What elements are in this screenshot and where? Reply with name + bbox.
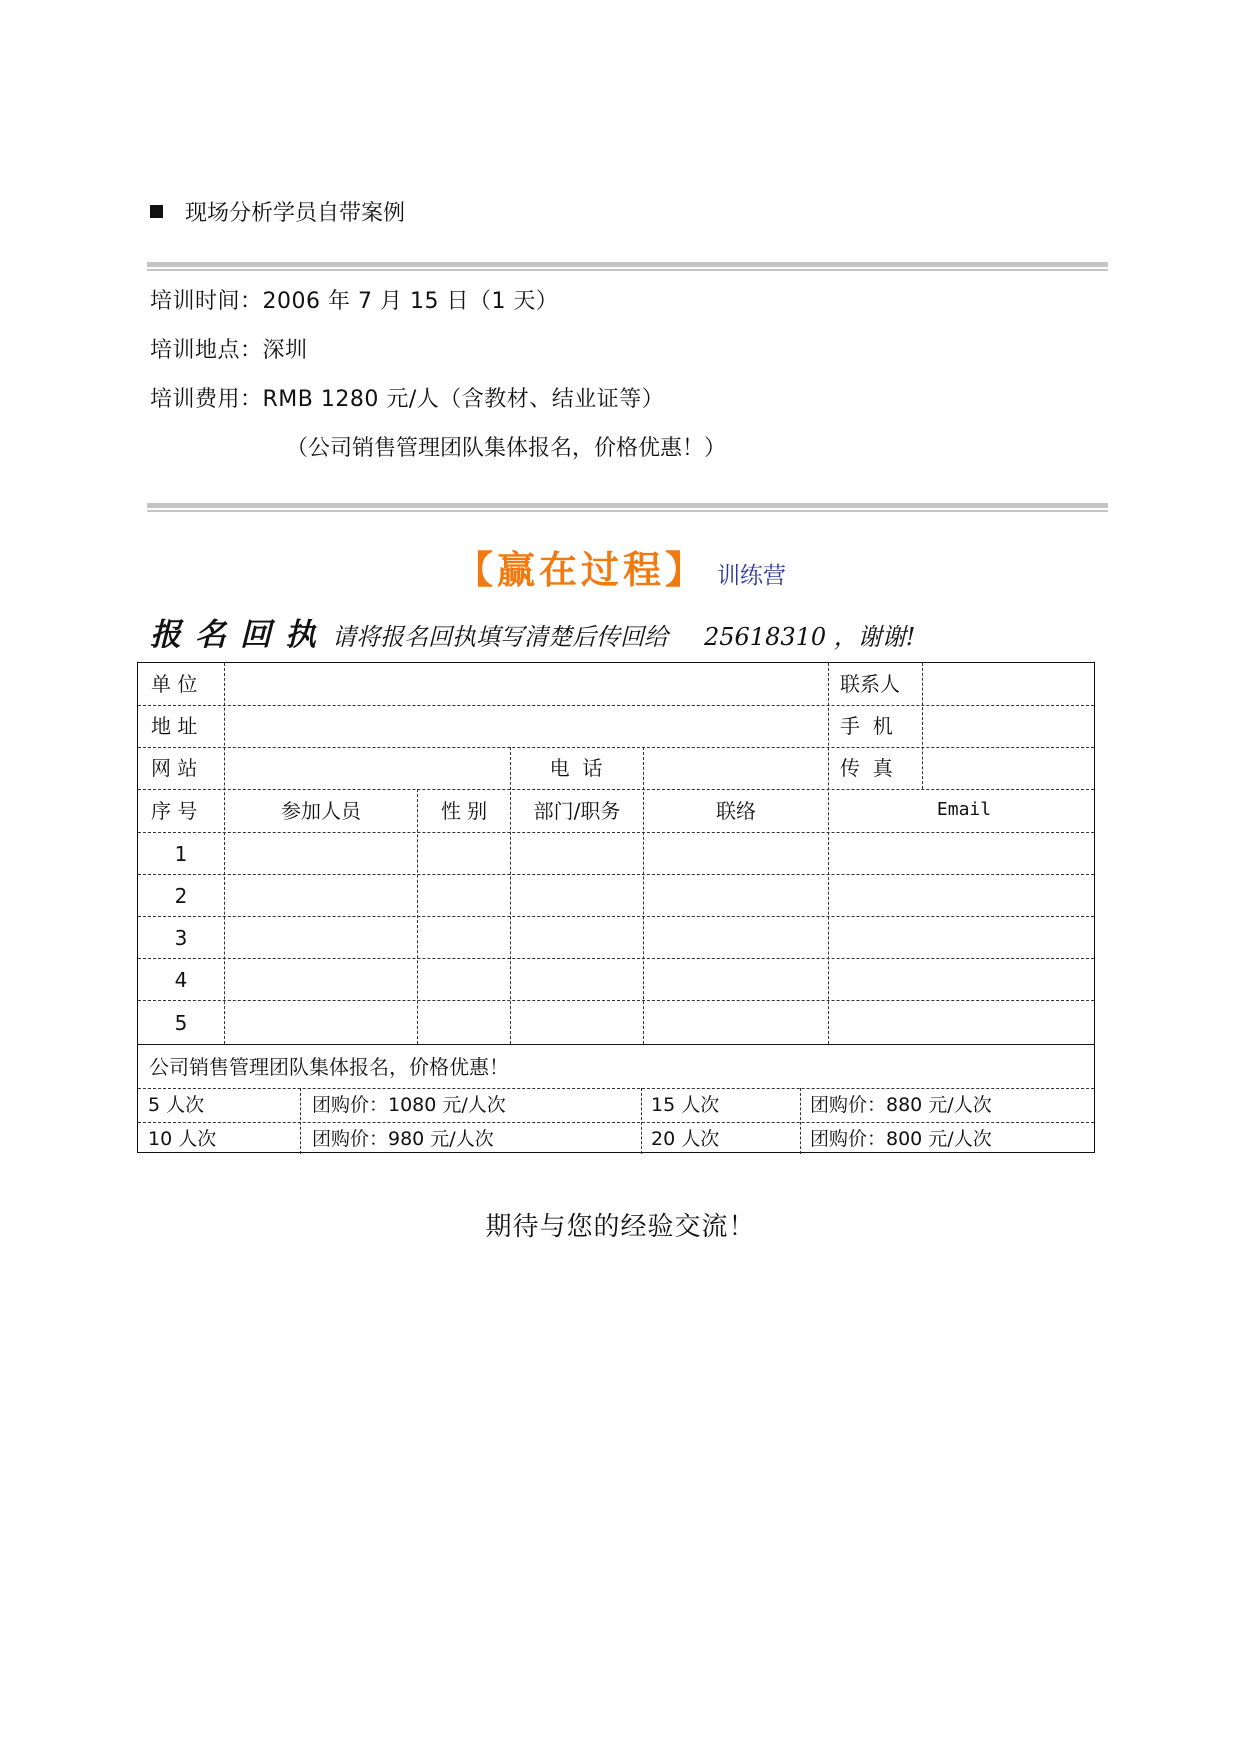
fax-label: 传 真 (840, 756, 893, 780)
reply-instruction: 请将报名回执填写清楚后传回给 (332, 623, 668, 651)
pricing-price: 团购价：880 元/人次 (810, 1094, 992, 1116)
website-label: 网 站 (151, 756, 198, 780)
row-number: 3 (174, 926, 188, 950)
address-field[interactable] (237, 708, 822, 744)
row-number: 4 (174, 968, 188, 992)
reply-title: 报名回执 (150, 617, 330, 653)
row-number: 1 (174, 842, 188, 866)
fee-note: （公司销售管理团队集体报名，价格优惠！） (286, 436, 727, 461)
col-header-email: Email (936, 799, 992, 820)
camp-title (0, 539, 1241, 594)
reply-fax-number: 25618310 ，谢谢! (704, 623, 916, 651)
contact-label: 联系人 (840, 672, 900, 696)
pricing-qty: 15 人次 (651, 1094, 720, 1116)
title-main: 【赢在过程】 (454, 547, 707, 592)
title-sub: 训练营 (717, 563, 786, 589)
reply-heading (150, 609, 915, 654)
mobile-label: 手 机 (840, 714, 893, 738)
mobile-field[interactable] (928, 708, 1088, 744)
training-time: 培训时间：2006 年 7 月 15 日（1 天） (150, 289, 559, 314)
website-field[interactable] (237, 750, 505, 786)
contact-field[interactable] (928, 666, 1088, 702)
closing-text: 期待与您的经验交流！ (485, 1212, 756, 1242)
unit-field[interactable] (237, 666, 822, 702)
pricing-price: 团购价：980 元/人次 (312, 1128, 494, 1150)
registration-form (137, 662, 1095, 1153)
unit-label: 单 位 (151, 672, 198, 696)
bullet-item (150, 196, 405, 227)
bullet-text: 现场分析学员自带案例 (185, 201, 406, 226)
group-note: 公司销售管理团队集体报名，价格优惠！ (149, 1055, 509, 1079)
training-fee: 培训费用：RMB 1280 元/人（含教材、结业证等） (150, 387, 665, 412)
divider (147, 503, 1108, 512)
col-header-gender: 性 别 (440, 799, 488, 823)
pricing-qty: 5 人次 (148, 1094, 205, 1116)
row-number: 5 (174, 1011, 188, 1035)
row-number: 2 (174, 884, 188, 908)
col-header-department: 部门/职务 (533, 799, 621, 823)
pricing-price: 团购价：1080 元/人次 (312, 1094, 506, 1116)
training-place: 培训地点：深圳 (150, 338, 308, 363)
col-header-contact: 联络 (716, 799, 756, 823)
square-bullet-icon (150, 205, 163, 218)
divider (147, 262, 1108, 271)
address-label: 地 址 (151, 714, 198, 738)
pricing-price: 团购价：800 元/人次 (810, 1128, 992, 1150)
fax-field[interactable] (928, 750, 1088, 786)
col-header-number: 序 号 (151, 799, 198, 823)
phone-label: 电 话 (549, 756, 603, 780)
phone-field[interactable] (650, 750, 822, 786)
pricing-qty: 10 人次 (148, 1128, 217, 1150)
col-header-participant: 参加人员 (281, 799, 361, 823)
pricing-qty: 20 人次 (651, 1128, 720, 1150)
